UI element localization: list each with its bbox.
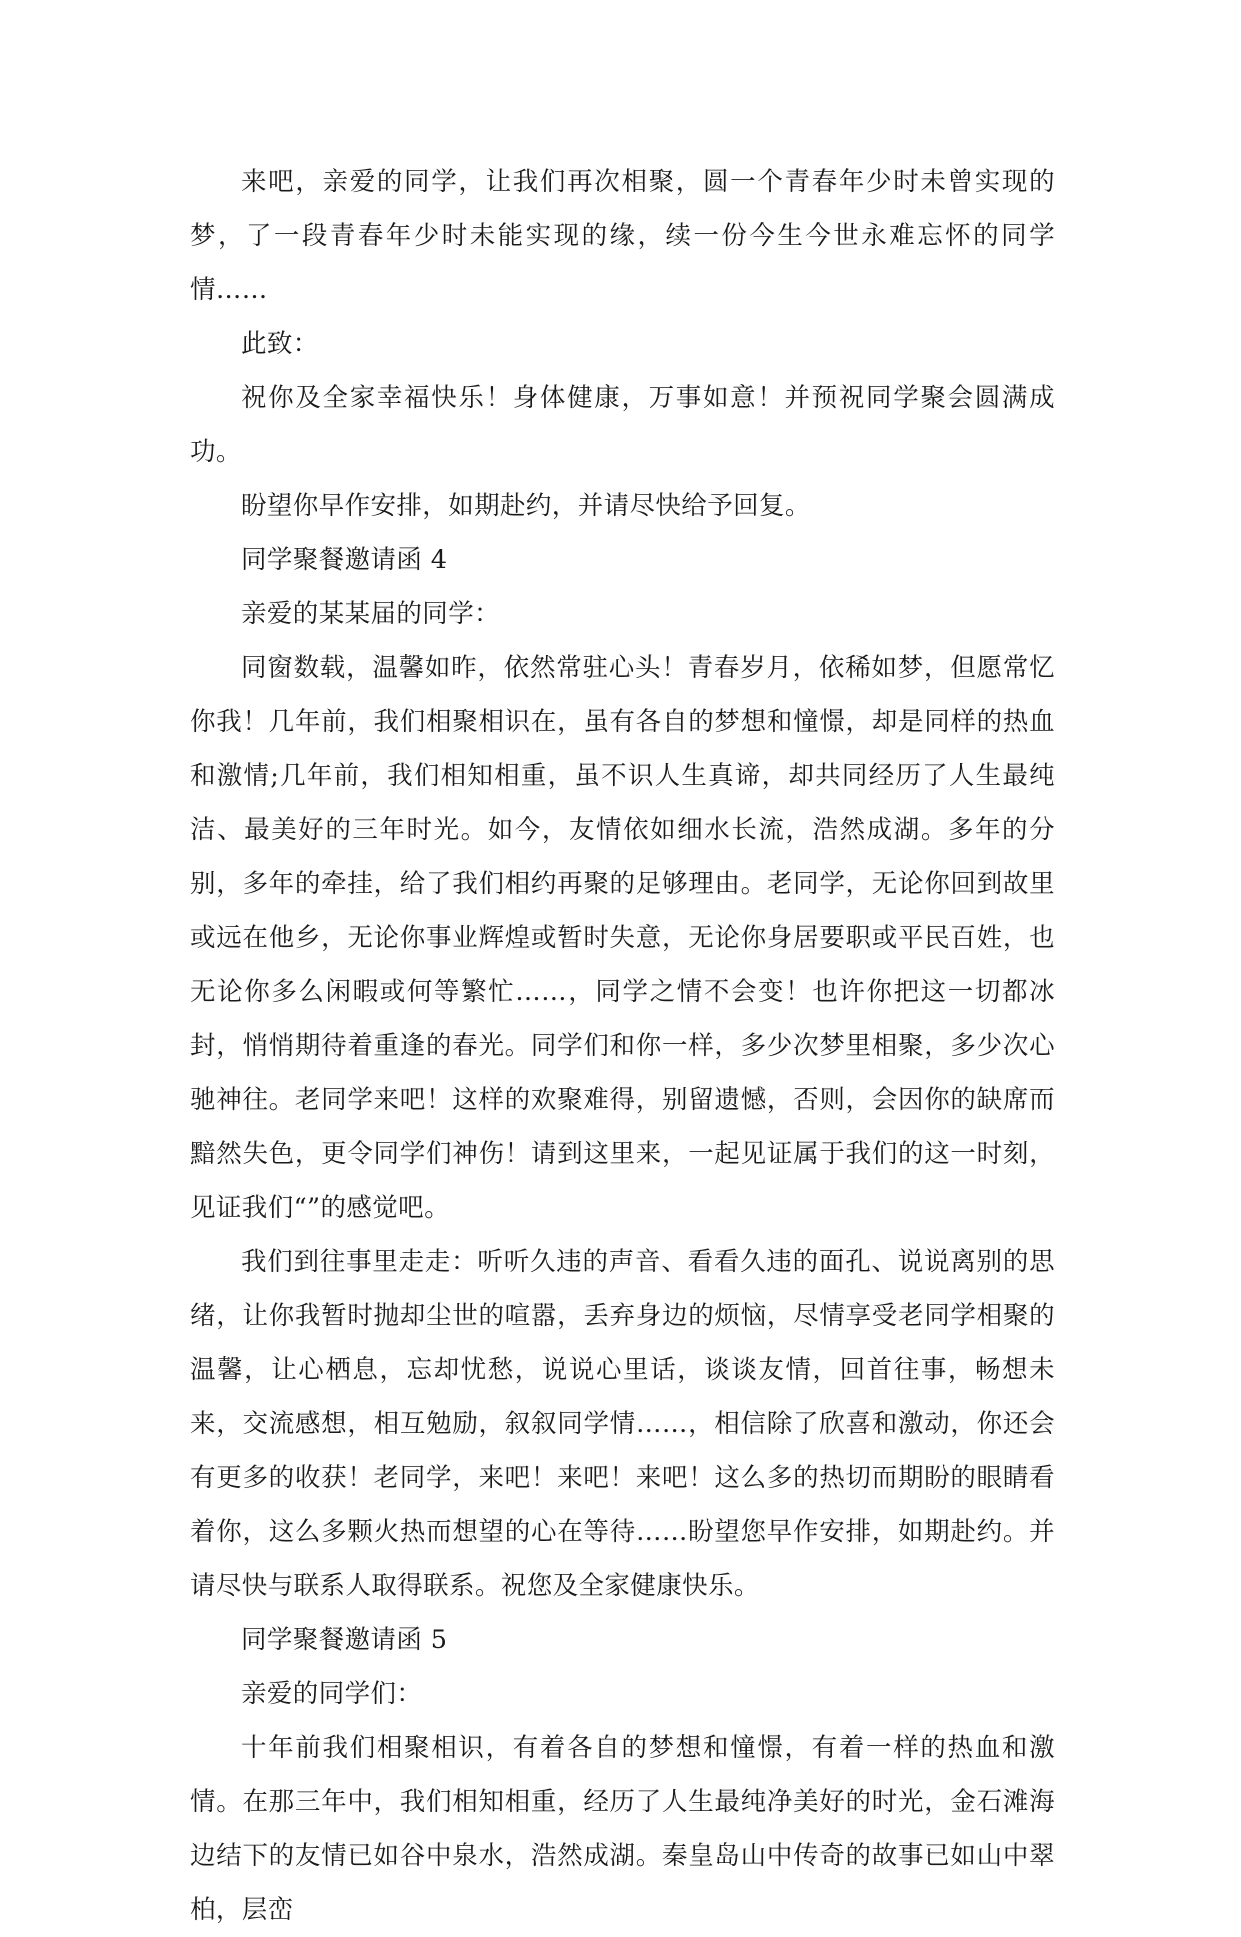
section-heading-5: 同学聚餐邀请函 5 xyxy=(241,1625,448,1655)
greeting-5: 亲爱的同学们： xyxy=(241,1679,423,1709)
paragraph-body-5: 十年前我们相聚相识，有着各自的梦想和憧憬，有着一样的热血和激情。在那三年中，我们相知相重，经历了人生最纯净美好的时光，金石滩海边结下的友情已如谷中泉水，浩然成湖。秦皇岛山中传奇的故事已如山中翠柏，层峦 xyxy=(190,1733,1055,1925)
section-heading-4: 同学聚餐邀请函 4 xyxy=(241,545,448,575)
paragraph-reply-request: 盼望你早作安排，如期赴约，并请尽快给予回复。 xyxy=(241,491,811,521)
paragraph-wishes: 祝你及全家幸福快乐！身体健康，万事如意！并预祝同学聚会圆满成功。 xyxy=(190,383,1055,467)
paragraph-invitation-closing: 来吧，亲爱的同学，让我们再次相聚，圆一个青春年少时未曾实现的梦，了一段青春年少时未能实现的缘，续一份今生今世永难忘怀的同学情…… xyxy=(190,167,1055,305)
paragraph-body-4a: 同窗数载，温馨如昨，依然常驻心头！青春岁月，依稀如梦，但愿常忆你我！几年前，我们相聚相识在，虽有各自的梦想和憧憬，却是同样的热血和激情;几年前，我们相知相重，虽不识人生真谛，却共同经历了人生最纯洁、最美好的三年时光。如今，友情依如细水长流，浩然成湖。多年的分别，多年的牵挂，给了我们相约再聚的足够理由。老同学，无论你回到故里或远在他乡，无论你事业辉煌或暂时失意，无论你身居要职或平民百姓，也无论你多么闲暇或何等繁忙……，同学之情不会变！也许你把这一切都冰封，悄悄期待着重逢的春光。同学们和你一样，多少次梦里相聚，多少次心驰神往。老同学来吧！这样的欢聚难得，别留遗憾，否则，会因你的缺席而黯然失色，更令同学们神伤！请到这里来，一起见证属于我们的这一时刻，见证我们“”的感觉吧。 xyxy=(190,653,1055,1223)
document-body xyxy=(190,155,1055,1937)
greeting-4: 亲爱的某某届的同学： xyxy=(241,599,501,629)
paragraph-body-4b: 我们到往事里走走：听听久违的声音、看看久违的面孔、说说离别的思绪，让你我暂时抛却尘世的喧嚣，丢弃身边的烦恼，尽情享受老同学相聚的温馨，让心栖息，忘却忧愁，说说心里话，谈谈友情，回首往事，畅想未来，交流感想，相互勉励，叙叙同学情……，相信除了欣喜和激动，你还会有更多的收获！老同学，来吧！来吧！来吧！这么多的热切而期盼的眼睛看着你，这么多颗火热而想望的心在等待……盼望您早作安排，如期赴约。并请尽快与联系人取得联系。祝您及全家健康快乐。 xyxy=(190,1247,1055,1601)
paragraph-salutation-close: 此致： xyxy=(241,329,319,359)
